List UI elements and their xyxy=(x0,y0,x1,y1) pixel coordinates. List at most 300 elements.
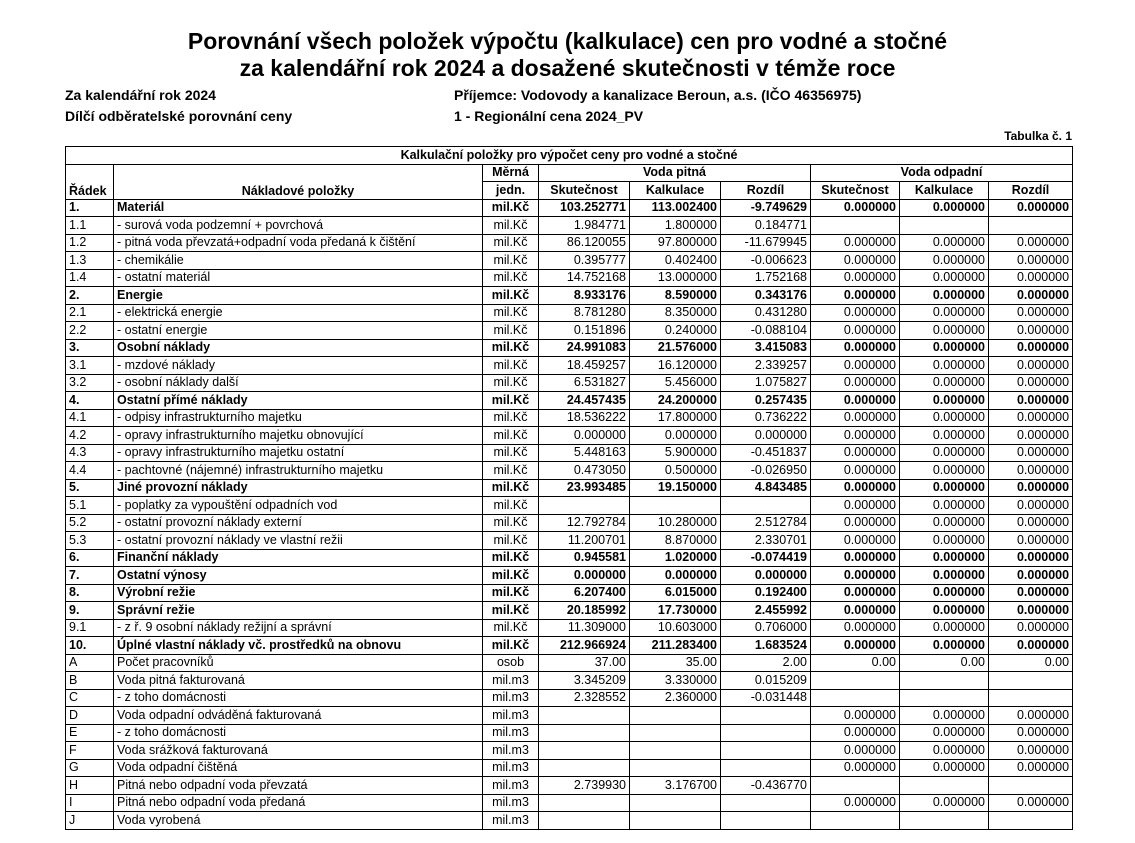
waste-diff-cell: 0.000000 xyxy=(989,234,1073,252)
waste-diff-cell: 0.000000 xyxy=(989,742,1073,760)
cost-item-cell: Úplné vlastní náklady vč. prostředků na obnovu xyxy=(114,637,483,655)
row-number-cell: 2.1 xyxy=(66,304,114,322)
waste-calc-cell: 0.000000 xyxy=(900,304,989,322)
water-calc-cell: 0.500000 xyxy=(630,462,721,480)
water-actual-cell: 8.781280 xyxy=(539,304,630,322)
header-cost-items: Nákladové položky xyxy=(114,164,483,199)
waste-calc-cell: 0.000000 xyxy=(900,444,989,462)
water-actual-cell: 3.345209 xyxy=(539,672,630,690)
water-actual-cell: 0.000000 xyxy=(539,567,630,585)
waste-calc-cell: 0.000000 xyxy=(900,269,989,287)
table-row xyxy=(66,532,1073,550)
waste-actual-cell: 0.000000 xyxy=(811,707,900,725)
table-row xyxy=(66,497,1073,515)
water-calc-cell: 97.800000 xyxy=(630,234,721,252)
cost-item-cell: - opravy infrastrukturního majetku obnovující xyxy=(114,427,483,445)
water-actual-cell xyxy=(539,759,630,777)
row-number-cell: 8. xyxy=(66,584,114,602)
table-row xyxy=(66,409,1073,427)
table-row xyxy=(66,514,1073,532)
table-row xyxy=(66,479,1073,497)
waste-calc-cell: 0.00 xyxy=(900,654,989,672)
table-row xyxy=(66,269,1073,287)
row-number-cell: 4.3 xyxy=(66,444,114,462)
waste-calc-cell: 0.000000 xyxy=(900,794,989,812)
unit-cell: mil.m3 xyxy=(483,742,539,760)
waste-diff-cell: 0.000000 xyxy=(989,374,1073,392)
water-actual-cell: 1.984771 xyxy=(539,217,630,235)
unit-cell: mil.Kč xyxy=(483,234,539,252)
water-diff-cell xyxy=(721,759,811,777)
waste-actual-cell: 0.00 xyxy=(811,654,900,672)
water-actual-cell: 212.966924 xyxy=(539,637,630,655)
table-row xyxy=(66,637,1073,655)
price-label: 1 - Regionální cena 2024_PV xyxy=(454,108,644,124)
header-drinking-water: Voda pitná xyxy=(539,164,811,182)
unit-cell: mil.m3 xyxy=(483,759,539,777)
row-number-cell: 5.1 xyxy=(66,497,114,515)
cost-item-cell: Voda vyrobená xyxy=(114,812,483,830)
water-actual-cell: 86.120055 xyxy=(539,234,630,252)
unit-cell: mil.Kč xyxy=(483,199,539,217)
water-actual-cell: 8.933176 xyxy=(539,287,630,305)
waste-diff-cell: 0.000000 xyxy=(989,794,1073,812)
water-actual-cell: 2.328552 xyxy=(539,689,630,707)
water-diff-cell: 2.339257 xyxy=(721,357,811,375)
row-number-cell: 3.2 xyxy=(66,374,114,392)
waste-calc-cell: 0.000000 xyxy=(900,742,989,760)
unit-cell: mil.Kč xyxy=(483,444,539,462)
water-calc-cell: 0.000000 xyxy=(630,567,721,585)
water-actual-cell: 11.309000 xyxy=(539,619,630,637)
water-diff-cell: 0.736222 xyxy=(721,409,811,427)
row-number-cell: 5. xyxy=(66,479,114,497)
water-calc-cell: 0.402400 xyxy=(630,252,721,270)
cost-item-cell: - z toho domácnosti xyxy=(114,689,483,707)
cost-item-cell: Počet pracovníků xyxy=(114,654,483,672)
water-calc-cell: 10.280000 xyxy=(630,514,721,532)
water-actual-cell: 0.000000 xyxy=(539,427,630,445)
waste-actual-cell: 0.000000 xyxy=(811,339,900,357)
row-number-cell: 1. xyxy=(66,199,114,217)
waste-actual-cell: 0.000000 xyxy=(811,602,900,620)
unit-cell: mil.Kč xyxy=(483,374,539,392)
waste-diff-cell: 0.000000 xyxy=(989,322,1073,340)
waste-calc-cell: 0.000000 xyxy=(900,549,989,567)
water-diff-cell: -0.451837 xyxy=(721,444,811,462)
water-actual-cell xyxy=(539,812,630,830)
table-row xyxy=(66,584,1073,602)
water-diff-cell: 0.015209 xyxy=(721,672,811,690)
waste-diff-cell: 0.000000 xyxy=(989,427,1073,445)
unit-cell: mil.m3 xyxy=(483,777,539,795)
waste-actual-cell: 0.000000 xyxy=(811,304,900,322)
table-row xyxy=(66,812,1073,830)
unit-cell: mil.Kč xyxy=(483,339,539,357)
water-calc-cell: 211.283400 xyxy=(630,637,721,655)
waste-calc-cell: 0.000000 xyxy=(900,584,989,602)
row-number-cell: H xyxy=(66,777,114,795)
table-row xyxy=(66,339,1073,357)
water-actual-cell xyxy=(539,497,630,515)
water-actual-cell: 11.200701 xyxy=(539,532,630,550)
table-row xyxy=(66,199,1073,217)
waste-actual-cell: 0.000000 xyxy=(811,567,900,585)
waste-diff-cell: 0.000000 xyxy=(989,514,1073,532)
waste-calc-cell xyxy=(900,689,989,707)
table-caption: Kalkulační položky pro výpočet ceny pro vodné a stočné xyxy=(66,147,1073,165)
row-number-cell: 2.2 xyxy=(66,322,114,340)
water-actual-cell: 2.739930 xyxy=(539,777,630,795)
water-actual-cell: 14.752168 xyxy=(539,269,630,287)
cost-item-cell: - pitná voda převzatá+odpadní voda předaná k čištění xyxy=(114,234,483,252)
cost-item-cell: Osobní náklady xyxy=(114,339,483,357)
water-diff-cell: 1.075827 xyxy=(721,374,811,392)
water-calc-cell: 19.150000 xyxy=(630,479,721,497)
row-number-cell: B xyxy=(66,672,114,690)
water-diff-cell xyxy=(721,794,811,812)
water-actual-cell xyxy=(539,707,630,725)
water-calc-cell: 35.00 xyxy=(630,654,721,672)
water-actual-cell: 24.457435 xyxy=(539,392,630,410)
water-diff-cell: 1.683524 xyxy=(721,637,811,655)
water-diff-cell xyxy=(721,707,811,725)
cost-item-cell: - elektrická energie xyxy=(114,304,483,322)
waste-actual-cell: 0.000000 xyxy=(811,252,900,270)
water-diff-cell: -0.006623 xyxy=(721,252,811,270)
water-calc-cell xyxy=(630,707,721,725)
water-calc-cell: 3.176700 xyxy=(630,777,721,795)
waste-calc-cell: 0.000000 xyxy=(900,252,989,270)
cost-item-cell: Jiné provozní náklady xyxy=(114,479,483,497)
row-number-cell: 4.1 xyxy=(66,409,114,427)
water-calc-cell xyxy=(630,794,721,812)
row-number-cell: 5.2 xyxy=(66,514,114,532)
row-number-cell: 4. xyxy=(66,392,114,410)
waste-diff-cell: 0.000000 xyxy=(989,462,1073,480)
water-actual-cell xyxy=(539,724,630,742)
unit-cell: mil.Kč xyxy=(483,269,539,287)
row-number-cell: 5.3 xyxy=(66,532,114,550)
row-number-cell: 1.2 xyxy=(66,234,114,252)
row-number-cell: 4.2 xyxy=(66,427,114,445)
waste-diff-cell: 0.000000 xyxy=(989,269,1073,287)
unit-cell: mil.Kč xyxy=(483,462,539,480)
waste-diff-cell: 0.000000 xyxy=(989,287,1073,305)
row-number-cell: 10. xyxy=(66,637,114,655)
waste-diff-cell: 0.000000 xyxy=(989,199,1073,217)
waste-actual-cell: 0.000000 xyxy=(811,724,900,742)
unit-cell: mil.Kč xyxy=(483,567,539,585)
waste-calc-cell: 0.000000 xyxy=(900,479,989,497)
waste-diff-cell: 0.00 xyxy=(989,654,1073,672)
waste-diff-cell xyxy=(989,217,1073,235)
table-row xyxy=(66,777,1073,795)
water-calc-cell: 3.330000 xyxy=(630,672,721,690)
waste-diff-cell xyxy=(989,777,1073,795)
row-number-cell: 3.1 xyxy=(66,357,114,375)
row-number-cell: I xyxy=(66,794,114,812)
waste-actual-cell xyxy=(811,217,900,235)
row-number-cell: C xyxy=(66,689,114,707)
unit-cell: mil.Kč xyxy=(483,357,539,375)
waste-diff-cell: 0.000000 xyxy=(989,759,1073,777)
row-number-cell: 3. xyxy=(66,339,114,357)
water-actual-cell: 24.991083 xyxy=(539,339,630,357)
unit-cell: mil.Kč xyxy=(483,602,539,620)
water-actual-cell: 6.531827 xyxy=(539,374,630,392)
water-actual-cell: 0.473050 xyxy=(539,462,630,480)
waste-diff-cell: 0.000000 xyxy=(989,584,1073,602)
waste-actual-cell: 0.000000 xyxy=(811,532,900,550)
waste-calc-cell: 0.000000 xyxy=(900,724,989,742)
cost-item-cell: Ostatní přímé náklady xyxy=(114,392,483,410)
waste-actual-cell: 0.000000 xyxy=(811,794,900,812)
water-diff-cell: 0.706000 xyxy=(721,619,811,637)
waste-diff-cell xyxy=(989,689,1073,707)
unit-cell: mil.Kč xyxy=(483,427,539,445)
header-waste-calc: Kalkulace xyxy=(900,182,989,200)
waste-actual-cell: 0.000000 xyxy=(811,619,900,637)
water-calc-cell: 2.360000 xyxy=(630,689,721,707)
waste-calc-cell: 0.000000 xyxy=(900,357,989,375)
water-actual-cell xyxy=(539,794,630,812)
water-diff-cell: 2.00 xyxy=(721,654,811,672)
waste-actual-cell xyxy=(811,812,900,830)
water-diff-cell: 0.000000 xyxy=(721,567,811,585)
unit-cell: mil.m3 xyxy=(483,812,539,830)
cost-item-cell: Pitná nebo odpadní voda převzatá xyxy=(114,777,483,795)
cost-item-cell: Výrobní režie xyxy=(114,584,483,602)
unit-cell: mil.Kč xyxy=(483,637,539,655)
waste-diff-cell xyxy=(989,672,1073,690)
waste-diff-cell: 0.000000 xyxy=(989,339,1073,357)
row-number-cell: D xyxy=(66,707,114,725)
water-calc-cell: 17.730000 xyxy=(630,602,721,620)
waste-calc-cell: 0.000000 xyxy=(900,339,989,357)
waste-diff-cell: 0.000000 xyxy=(989,619,1073,637)
header-water-actual: Skutečnost xyxy=(539,182,630,200)
water-diff-cell xyxy=(721,724,811,742)
water-calc-cell: 5.456000 xyxy=(630,374,721,392)
waste-calc-cell: 0.000000 xyxy=(900,602,989,620)
header-waste-diff: Rozdíl xyxy=(989,182,1073,200)
row-number-cell: 6. xyxy=(66,549,114,567)
table-row xyxy=(66,322,1073,340)
water-diff-cell xyxy=(721,742,811,760)
cost-item-cell: - ostatní provozní náklady ve vlastní režii xyxy=(114,532,483,550)
row-number-cell: 2. xyxy=(66,287,114,305)
table-row xyxy=(66,549,1073,567)
water-actual-cell: 23.993485 xyxy=(539,479,630,497)
cost-item-cell: - poplatky za vypouštění odpadních vod xyxy=(114,497,483,515)
page-title-line-2: za kalendářní rok 2024 a dosažené skutečnosti v témže roce xyxy=(239,55,896,81)
waste-actual-cell xyxy=(811,689,900,707)
waste-diff-cell: 0.000000 xyxy=(989,252,1073,270)
header-water-calc: Kalkulace xyxy=(630,182,721,200)
cost-item-cell: Finanční náklady xyxy=(114,549,483,567)
cost-item-cell: - pachtovné (nájemné) infrastrukturního majetku xyxy=(114,462,483,480)
waste-diff-cell: 0.000000 xyxy=(989,304,1073,322)
waste-actual-cell: 0.000000 xyxy=(811,742,900,760)
year-label: Za kalendářní rok 2024 xyxy=(65,87,216,103)
cost-item-cell: - z ř. 9 osobní náklady režijní a správní xyxy=(114,619,483,637)
waste-calc-cell: 0.000000 xyxy=(900,637,989,655)
cost-item-cell: Voda odpadní odváděná fakturovaná xyxy=(114,707,483,725)
waste-calc-cell: 0.000000 xyxy=(900,199,989,217)
table-row xyxy=(66,707,1073,725)
waste-calc-cell: 0.000000 xyxy=(900,234,989,252)
table-row xyxy=(66,724,1073,742)
recipient-label: Příjemce: Vodovody a kanalizace Beroun, a.s. (IČO 46356975) xyxy=(454,87,862,103)
water-diff-cell: 3.415083 xyxy=(721,339,811,357)
water-diff-cell xyxy=(721,812,811,830)
table-row xyxy=(66,794,1073,812)
unit-cell: mil.Kč xyxy=(483,287,539,305)
unit-cell: mil.m3 xyxy=(483,707,539,725)
waste-actual-cell: 0.000000 xyxy=(811,497,900,515)
water-diff-cell: 2.330701 xyxy=(721,532,811,550)
unit-cell: mil.Kč xyxy=(483,532,539,550)
row-number-cell: E xyxy=(66,724,114,742)
waste-actual-cell: 0.000000 xyxy=(811,584,900,602)
water-diff-cell: -0.074419 xyxy=(721,549,811,567)
water-actual-cell: 0.395777 xyxy=(539,252,630,270)
table-row xyxy=(66,689,1073,707)
waste-actual-cell: 0.000000 xyxy=(811,269,900,287)
water-diff-cell: -0.436770 xyxy=(721,777,811,795)
row-number-cell: 7. xyxy=(66,567,114,585)
waste-actual-cell: 0.000000 xyxy=(811,427,900,445)
table-number: Tabulka č. 1 xyxy=(1004,129,1072,143)
water-calc-cell: 1.020000 xyxy=(630,549,721,567)
unit-cell: mil.Kč xyxy=(483,252,539,270)
water-diff-cell: 0.000000 xyxy=(721,427,811,445)
water-actual-cell: 12.792784 xyxy=(539,514,630,532)
water-calc-cell: 21.576000 xyxy=(630,339,721,357)
row-number-cell: 1.3 xyxy=(66,252,114,270)
header-row-number: Řádek xyxy=(66,164,114,199)
waste-calc-cell: 0.000000 xyxy=(900,322,989,340)
header-unit-line-2: jedn. xyxy=(483,182,539,200)
water-calc-cell: 24.200000 xyxy=(630,392,721,410)
waste-actual-cell: 0.000000 xyxy=(811,357,900,375)
waste-actual-cell: 0.000000 xyxy=(811,392,900,410)
water-diff-cell: -0.031448 xyxy=(721,689,811,707)
waste-diff-cell: 0.000000 xyxy=(989,392,1073,410)
unit-cell: mil.Kč xyxy=(483,549,539,567)
unit-cell: mil.Kč xyxy=(483,409,539,427)
waste-actual-cell: 0.000000 xyxy=(811,637,900,655)
waste-calc-cell: 0.000000 xyxy=(900,497,989,515)
cost-item-cell: Ostatní výnosy xyxy=(114,567,483,585)
cost-item-cell: Materiál xyxy=(114,199,483,217)
water-calc-cell xyxy=(630,497,721,515)
table-row xyxy=(66,304,1073,322)
cost-item-cell: - surová voda podzemní + povrchová xyxy=(114,217,483,235)
cost-item-cell: - opravy infrastrukturního majetku ostatní xyxy=(114,444,483,462)
table-row xyxy=(66,357,1073,375)
water-diff-cell: 1.752168 xyxy=(721,269,811,287)
waste-diff-cell: 0.000000 xyxy=(989,409,1073,427)
table-row xyxy=(66,567,1073,585)
water-calc-cell: 8.350000 xyxy=(630,304,721,322)
water-diff-cell xyxy=(721,497,811,515)
page-title-line-1: Porovnání všech položek výpočtu (kalkulace) cen pro vodné a stočné xyxy=(187,28,948,54)
water-actual-cell: 0.945581 xyxy=(539,549,630,567)
cost-item-cell: Voda pitná fakturovaná xyxy=(114,672,483,690)
table-row xyxy=(66,602,1073,620)
cost-item-cell: - ostatní energie xyxy=(114,322,483,340)
water-diff-cell: 4.843485 xyxy=(721,479,811,497)
unit-cell: mil.Kč xyxy=(483,217,539,235)
waste-diff-cell: 0.000000 xyxy=(989,707,1073,725)
unit-cell: mil.Kč xyxy=(483,322,539,340)
unit-cell: mil.Kč xyxy=(483,514,539,532)
water-calc-cell: 8.590000 xyxy=(630,287,721,305)
table-row xyxy=(66,654,1073,672)
waste-calc-cell: 0.000000 xyxy=(900,532,989,550)
table-row xyxy=(66,217,1073,235)
water-calc-cell: 10.603000 xyxy=(630,619,721,637)
waste-calc-cell: 0.000000 xyxy=(900,759,989,777)
unit-cell: mil.m3 xyxy=(483,724,539,742)
waste-actual-cell xyxy=(811,777,900,795)
water-diff-cell: 0.192400 xyxy=(721,584,811,602)
cost-item-cell: - odpisy infrastrukturního majetku xyxy=(114,409,483,427)
waste-calc-cell xyxy=(900,217,989,235)
water-calc-cell: 0.240000 xyxy=(630,322,721,340)
waste-calc-cell: 0.000000 xyxy=(900,287,989,305)
table-row xyxy=(66,427,1073,445)
table-row xyxy=(66,672,1073,690)
waste-actual-cell: 0.000000 xyxy=(811,514,900,532)
water-calc-cell: 113.002400 xyxy=(630,199,721,217)
unit-cell: mil.m3 xyxy=(483,689,539,707)
water-diff-cell: 0.431280 xyxy=(721,304,811,322)
water-calc-cell: 13.000000 xyxy=(630,269,721,287)
table-row xyxy=(66,252,1073,270)
table-row xyxy=(66,287,1073,305)
table-body xyxy=(66,199,1073,829)
row-number-cell: J xyxy=(66,812,114,830)
cost-item-cell: Energie xyxy=(114,287,483,305)
water-calc-cell xyxy=(630,759,721,777)
unit-cell: osob xyxy=(483,654,539,672)
water-actual-cell: 37.00 xyxy=(539,654,630,672)
header-waste-actual: Skutečnost xyxy=(811,182,900,200)
row-number-cell: A xyxy=(66,654,114,672)
waste-calc-cell xyxy=(900,777,989,795)
water-actual-cell: 18.459257 xyxy=(539,357,630,375)
waste-diff-cell: 0.000000 xyxy=(989,567,1073,585)
waste-calc-cell: 0.000000 xyxy=(900,462,989,480)
waste-calc-cell: 0.000000 xyxy=(900,392,989,410)
cost-item-cell: Voda srážková fakturovaná xyxy=(114,742,483,760)
row-number-cell: 9. xyxy=(66,602,114,620)
waste-calc-cell: 0.000000 xyxy=(900,427,989,445)
unit-cell: mil.Kč xyxy=(483,479,539,497)
water-calc-cell: 17.800000 xyxy=(630,409,721,427)
waste-calc-cell: 0.000000 xyxy=(900,514,989,532)
water-calc-cell xyxy=(630,742,721,760)
water-calc-cell: 6.015000 xyxy=(630,584,721,602)
water-diff-cell: -0.088104 xyxy=(721,322,811,340)
water-diff-cell: -0.026950 xyxy=(721,462,811,480)
waste-diff-cell xyxy=(989,812,1073,830)
row-number-cell: G xyxy=(66,759,114,777)
table-row xyxy=(66,392,1073,410)
